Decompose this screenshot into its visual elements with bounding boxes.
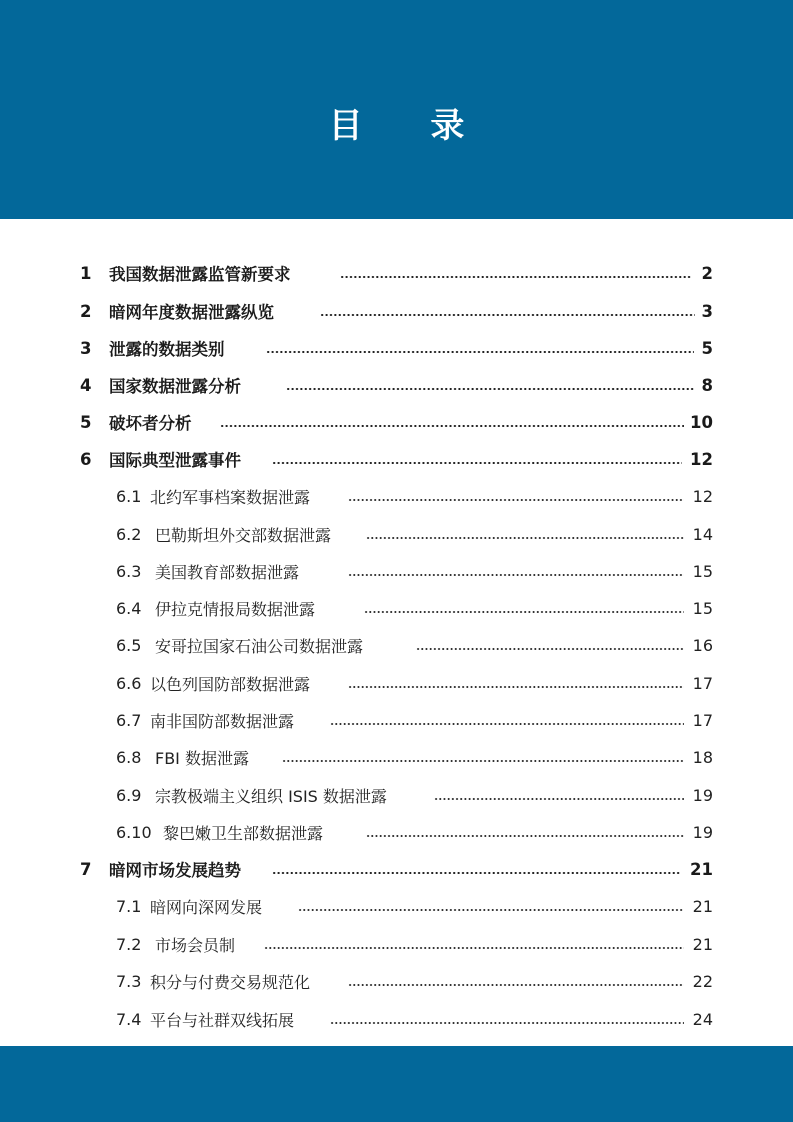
toc-subentry[interactable] [0, 780, 793, 810]
toc-entry-label: 伊拉克情报局数据泄露 [155, 599, 316, 619]
toc-entry-number: 4 [80, 375, 92, 395]
toc-dot-leader [366, 835, 684, 837]
toc-entry-label: 破坏者分析 [109, 414, 192, 433]
toc-subentry[interactable] [0, 668, 793, 698]
toc-subentry[interactable] [0, 556, 793, 586]
toc-entry-label: 安哥拉国家石油公司数据泄露 [155, 636, 364, 656]
toc-entry-page: 21 [692, 896, 713, 916]
toc-entry-number: 3 [80, 338, 92, 358]
toc-dot-leader [348, 574, 684, 576]
toc-dot-leader [348, 686, 684, 688]
toc-entry-label: 美国教育部数据泄露 [155, 562, 300, 582]
footer-banner [0, 1046, 793, 1122]
toc-dot-leader [348, 984, 684, 986]
toc-entry-number: 7.4 [116, 1009, 142, 1029]
toc-entry-number: 6.1 [116, 486, 142, 506]
toc-entry-label: 黎巴嫩卫生部数据泄露 [163, 823, 324, 843]
toc-dot-leader [330, 723, 684, 725]
toc-entry-label: 泄露的数据类别 [109, 340, 225, 359]
toc-subentry[interactable] [0, 891, 793, 921]
toc-entry-page: 17 [692, 673, 713, 693]
toc-entry-number: 6.9 [116, 785, 142, 805]
toc-subentry[interactable] [0, 929, 793, 959]
toc-entry-number: 2 [80, 301, 92, 321]
toc-entry-page: 24 [692, 1009, 713, 1029]
toc-entry-page: 19 [692, 822, 713, 842]
toc-entry-label: 平台与社群双线拓展 [150, 1010, 295, 1030]
toc-dot-leader [264, 947, 684, 949]
toc-entry-page: 22 [692, 971, 713, 991]
toc-entry[interactable] [0, 333, 793, 363]
toc-entry-label: FBI 数据泄露 [155, 748, 249, 768]
page-title: 目 录 [328, 106, 493, 146]
toc-entry-page: 5 [701, 338, 713, 358]
toc-dot-leader [282, 760, 684, 762]
toc-entry[interactable] [0, 258, 793, 288]
toc-entry-label: 巴勒斯坦外交部数据泄露 [155, 525, 332, 545]
toc-dot-leader [416, 648, 684, 650]
toc-entry-page: 18 [692, 747, 713, 767]
toc-entry-number: 6 [80, 449, 92, 469]
toc-entry-page: 10 [690, 412, 713, 432]
toc-entry-page: 12 [690, 449, 713, 469]
toc-entry-number: 5 [80, 412, 92, 432]
toc-entry-page: 15 [692, 598, 713, 618]
toc-dot-leader [266, 351, 694, 353]
toc-entry-label: 国家数据泄露分析 [109, 377, 241, 396]
toc-entry-page: 2 [701, 263, 713, 283]
toc-entry-label: 市场会员制 [155, 935, 236, 955]
toc-entry-number: 6.2 [116, 524, 142, 544]
toc-entry-page: 21 [692, 934, 713, 954]
toc-entry-label: 暗网年度数据泄露纵览 [109, 303, 274, 322]
toc-entry-label: 我国数据泄露监管新要求 [109, 265, 291, 284]
toc-entry[interactable] [0, 296, 793, 326]
toc-entry[interactable] [0, 854, 793, 884]
toc-entry-label: 宗教极端主义组织 ISIS 数据泄露 [155, 786, 387, 806]
toc-entry-page: 19 [692, 785, 713, 805]
toc-entry-number: 6.8 [116, 747, 142, 767]
toc-subentry[interactable] [0, 593, 793, 623]
toc-entry-number: 6.10 [116, 822, 152, 842]
toc-entry-page: 15 [692, 561, 713, 581]
toc-entry-label: 积分与付费交易规范化 [150, 972, 311, 992]
toc-subentry[interactable] [0, 817, 793, 847]
toc-entry-number: 7.2 [116, 934, 142, 954]
toc-entry-page: 17 [692, 710, 713, 730]
toc-dot-leader [286, 388, 694, 390]
toc-entry-label: 以色列国防部数据泄露 [150, 674, 311, 694]
toc-dot-leader [330, 1022, 684, 1024]
toc-dot-leader [272, 872, 680, 874]
toc-dot-leader [320, 314, 695, 316]
toc-dot-leader [366, 537, 684, 539]
toc-dot-leader [340, 276, 692, 278]
toc-entry-page: 12 [692, 486, 713, 506]
toc-entry-number: 7.3 [116, 971, 142, 991]
toc-entry-page: 3 [701, 301, 713, 321]
toc-subentry[interactable] [0, 481, 793, 511]
toc-entry-number: 7 [80, 859, 92, 879]
toc-entry[interactable] [0, 370, 793, 400]
toc-entry-number: 7.1 [116, 896, 142, 916]
toc-entry-label: 南非国防部数据泄露 [150, 711, 295, 731]
toc-subentry[interactable] [0, 705, 793, 735]
toc-entry-page: 14 [692, 524, 713, 544]
toc-entry-number: 6.7 [116, 710, 142, 730]
toc-entry[interactable] [0, 444, 793, 474]
toc-subentry[interactable] [0, 966, 793, 996]
toc-entry-page: 8 [701, 375, 713, 395]
toc-entry-number: 6.6 [116, 673, 142, 693]
toc-entry-label: 北约军事档案数据泄露 [150, 487, 311, 507]
toc-entry-number: 6.5 [116, 635, 142, 655]
toc-dot-leader [298, 909, 684, 911]
toc-subentry[interactable] [0, 742, 793, 772]
toc-entry-page: 16 [692, 635, 713, 655]
toc-subentry[interactable] [0, 1004, 793, 1034]
toc-entry-number: 6.3 [116, 561, 142, 581]
toc-entry-label: 暗网向深网发展 [150, 897, 263, 917]
toc-entry-number: 1 [80, 263, 92, 283]
toc-subentry[interactable] [0, 630, 793, 660]
toc-dot-leader [220, 425, 684, 427]
toc-entry-page: 21 [690, 859, 713, 879]
toc-entry-number: 6.4 [116, 598, 142, 618]
toc-dot-leader [272, 462, 682, 464]
toc-dot-leader [364, 611, 684, 613]
toc-dot-leader [434, 798, 684, 800]
toc-entry[interactable] [0, 407, 793, 437]
toc-entry-label: 国际典型泄露事件 [109, 451, 241, 470]
toc-entry-label: 暗网市场发展趋势 [109, 861, 241, 880]
toc-dot-leader [348, 499, 684, 501]
toc-subentry[interactable] [0, 519, 793, 549]
